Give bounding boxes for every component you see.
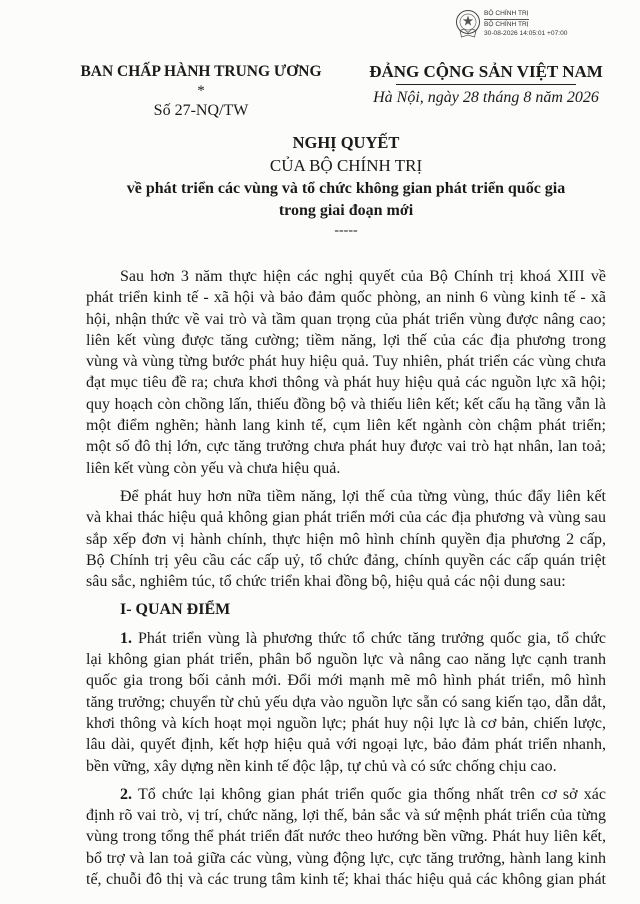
party-name-underline	[396, 84, 576, 85]
body-text-line: liên kết vùng còn yếu và chưa hiệu quả.	[86, 459, 341, 477]
stamp-timestamp: 30-08-2026 14:05:01 +07:00	[484, 30, 568, 37]
document-type: NGHỊ QUYẾT	[292, 133, 400, 152]
body-text-line: lại không gian phát triển, phân bổ nguồn lực và nâng cao năng lực cạnh tranh	[86, 651, 606, 669]
body-text-line: liên kết vùng được tăng cường; tiềm năng, lợi thế của các địa phương trong	[86, 331, 606, 349]
body-text-line: và khai thác hiệu quả không gian phát triển mới của các địa phương và vùng sau	[86, 509, 606, 527]
body-text-line: bền vững, xây dựng nền kinh tế độc lập, tự chủ và có sức chống chịu cao.	[86, 757, 557, 775]
body-text-line: Bộ Chính trị yêu cầu các cấp uỷ, tổ chức đảng, chính quyền các cấp quán triệt	[86, 551, 606, 569]
body-text-line: Để phát huy hơn nữa tiềm năng, lợi thế của từng vùng, thúc đẩy liên kết	[120, 487, 606, 505]
document-body	[86, 266, 606, 897]
body-text-line: tế, chuỗi đô thị và các trung tâm kinh tế; khai thác hiệu quả các không gian phát	[86, 871, 606, 889]
stamp-text	[484, 9, 567, 39]
body-text-line: đạt mục tiêu đề ra; chưa khơi thông và phát huy hiệu quả các nguồn lực xã hội;	[86, 374, 606, 392]
body-text-line: vùng và vùng từng bước phát huy hiệu quả. Tuy nhiên, phát triển các vùng chưa	[86, 353, 606, 371]
star-mark: *	[197, 83, 205, 99]
body-text-line: hội, nhận thức về vai trò và tầm quan trọng của phát triển vùng được nâng cao;	[86, 310, 606, 328]
body-text-line: khơi thông và kích hoạt mọi nguồn lực; phát huy nội lực là cơ bản, chiến lược,	[86, 714, 606, 732]
document-subject-line: về phát triển các vùng và tổ chức không gian phát triển quốc gia	[126, 180, 566, 197]
body-text-line: bổ trợ và lan toả giữa các vùng, vùng động lực, cực tăng trưởng, hành lang kinh	[86, 849, 606, 867]
body-text-line: Sau hơn 3 năm thực hiện các nghị quyết của Bộ Chính trị khoá XIII về	[120, 268, 606, 285]
title-separator: -----	[334, 223, 358, 238]
body-text-line: một số đô thị lớn, cực tăng trưởng chưa phát huy được vai trò hạt nhân, lan toả;	[86, 438, 606, 456]
body-text-line: sâu sắc, nghiêm túc, tổ chức triển khai đồng bộ, hiệu quả các nội dung sau:	[86, 573, 566, 591]
body-text-line: quốc gia trong bối cảnh mới. Đổi mới mạnh mẽ mô hình phát triển, mô hình	[86, 672, 606, 690]
body-text-line: vùng trong tổng thể phát triển đất nước theo hướng bền vững. Phát huy liên kết,	[86, 828, 606, 846]
stamp-organization-line: BỘ CHÍNH TRỊ	[484, 20, 529, 28]
place-and-date: Hà Nội, ngày 28 tháng 8 năm 2026	[373, 89, 599, 106]
seal-emblem-icon	[455, 9, 481, 39]
body-text-line: quy hoạch còn chồng lấn, thiếu đồng bộ và thiếu liên kết; kết cấu hạ tầng vẫn là	[86, 395, 606, 413]
item-first-line-text: Phát triển vùng là phương thức tổ chức tăng trưởng quốc gia, tổ chức	[137, 629, 607, 647]
paragraph	[86, 266, 606, 479]
section-heading: I- QUAN ĐIỂM	[120, 601, 231, 619]
numbered-item	[86, 628, 606, 777]
item-number: 1.	[120, 629, 132, 647]
body-text-line	[86, 784, 606, 805]
document-issuer: CỦA BỘ CHÍNH TRỊ	[269, 156, 423, 175]
body-text-line: một điểm nghẽn; hành lang kinh tế, cụm liên kết ngành còn chậm phát triển;	[86, 417, 606, 435]
body-text-line: lâu dài, quyết định, kết hợp hiệu quả với ngoại lực, bảo đảm phát triển nhanh,	[86, 736, 606, 754]
body-text-line: định rõ vai trò, vị trí, chức năng, lợi thế, bản sắc và sứ mệnh phát triển của từng	[86, 807, 606, 825]
document-number: Số 27-NQ/TW	[153, 102, 249, 119]
party-name: ĐẢNG CỘNG SẢN VIỆT NAM	[369, 62, 603, 81]
numbered-item	[86, 784, 606, 890]
body-text-line	[86, 628, 606, 649]
stamp-signer-line: BỘ CHÍNH TRỊ	[484, 10, 529, 20]
issuing-body: BAN CHẤP HÀNH TRUNG ƯƠNG	[80, 63, 322, 80]
item-number: 2.	[120, 785, 132, 803]
item-first-line-text: Tổ chức lại không gian phát triển quốc gia thống nhất trên cơ sở xác	[137, 785, 606, 803]
body-text-line: tăng trưởng; chuyển từ chủ yếu dựa vào nguồn lực sẵn có sang kiến tạo, dẫn dắt,	[86, 693, 606, 711]
body-text-line: sắp xếp đơn vị hành chính, thực hiện mô hình chính quyền địa phương 2 cấp,	[86, 530, 606, 548]
document-subject-line: trong giai đoạn mới	[278, 202, 414, 219]
paragraph	[86, 486, 606, 592]
body-text-line: phát triển kinh tế - xã hội và bảo đảm quốc phòng, an ninh 6 vùng kinh tế - xã	[86, 289, 606, 307]
